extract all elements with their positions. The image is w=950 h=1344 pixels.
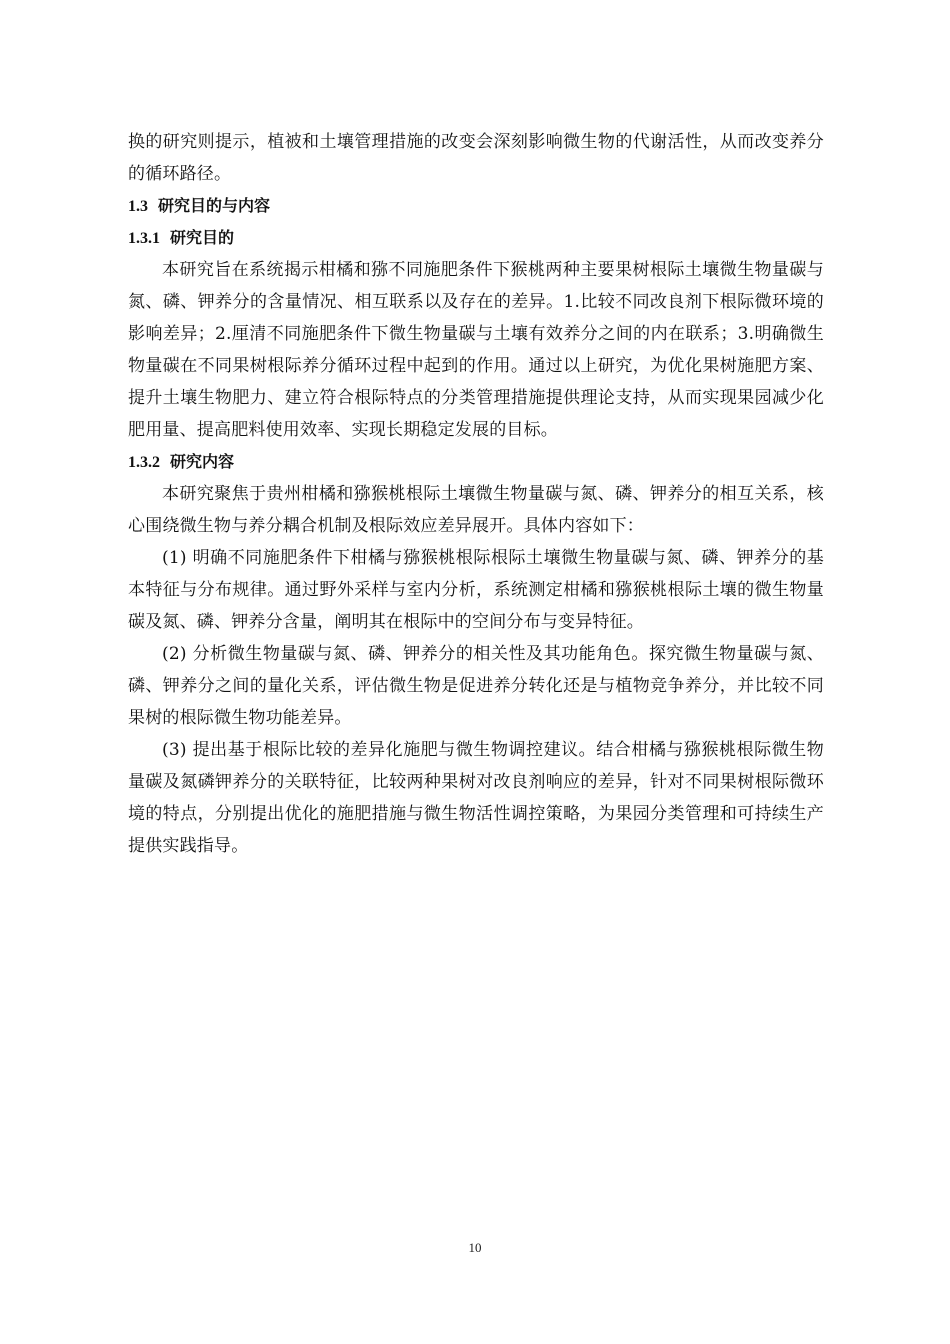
document-page-body xyxy=(128,126,824,862)
research-content-item: (2) 分析微生物量碳与氮、磷、钾养分的相关性及其功能角色。探究微生物量碳与氮、磷、钾养分之间的量化关系，评估微生物是促进养分转化还是与植物竞争养分，并比较不同果树的根际微生物功能差异。 xyxy=(128,644,824,728)
section-title: 研究目的与内容 xyxy=(158,196,271,215)
section-number: 1.3 xyxy=(128,198,148,215)
section-number: 1.3.1 xyxy=(128,230,160,247)
page-number: 10 xyxy=(468,1240,482,1255)
research-content-item: (3) 提出基于根际比较的差异化施肥与微生物调控建议。结合柑橘与猕猴桃根际微生物量碳及氮磷钾养分的关联特征，比较两种果树对改良剂响应的差异，针对不同果树根际微环境的特点，分别提出优化的施肥措施与微生物活性调控策略，为果园分类管理和可持续生产提供实践指导。 xyxy=(128,740,824,856)
section-heading-1-3 xyxy=(128,190,824,222)
section-title: 研究内容 xyxy=(170,452,235,471)
section-heading-1-3-1 xyxy=(128,222,824,254)
research-content-intro: 本研究聚焦于贵州柑橘和猕猴桃根际土壤微生物量碳与氮、磷、钾养分的相互关系，核心围绕微生物与养分耦合机制及根际效应差异展开。具体内容如下： xyxy=(128,484,824,536)
section-number: 1.3.2 xyxy=(128,454,160,471)
section-title: 研究目的 xyxy=(170,228,235,247)
research-purpose-paragraph: 本研究旨在系统揭示柑橘和猕不同施肥条件下猴桃两种主要果树根际土壤微生物量碳与氮、磷、钾养分的含量情况、相互联系以及存在的差异。1.比较不同改良剂下根际微环境的影响差异；2.厘清不同施肥条件下微生物量碳与土壤有效养分之间的内在联系；3.明确微生物量碳在不同果树根际养分循环过程中起到的作用。通过以上研究，为优化果树施肥方案、提升土壤生物肥力、建立符合根际特点的分类管理措施提供理论支持，从而实现果园减少化肥用量、提高肥料使用效率、实现长期稳定发展的目标。 xyxy=(128,260,824,440)
section-heading-1-3-2 xyxy=(128,446,824,478)
continued-paragraph: 换的研究则提示，植被和土壤管理措施的改变会深刻影响微生物的代谢活性，从而改变养分的循环路径。 xyxy=(128,132,824,184)
research-content-item: (1) 明确不同施肥条件下柑橘与猕猴桃根际根际土壤微生物量碳与氮、磷、钾养分的基本特征与分布规律。通过野外采样与室内分析，系统测定柑橘和猕猴桃根际土壤的微生物量碳及氮、磷、钾养分含量，阐明其在根际中的空间分布与变异特征。 xyxy=(128,548,824,632)
